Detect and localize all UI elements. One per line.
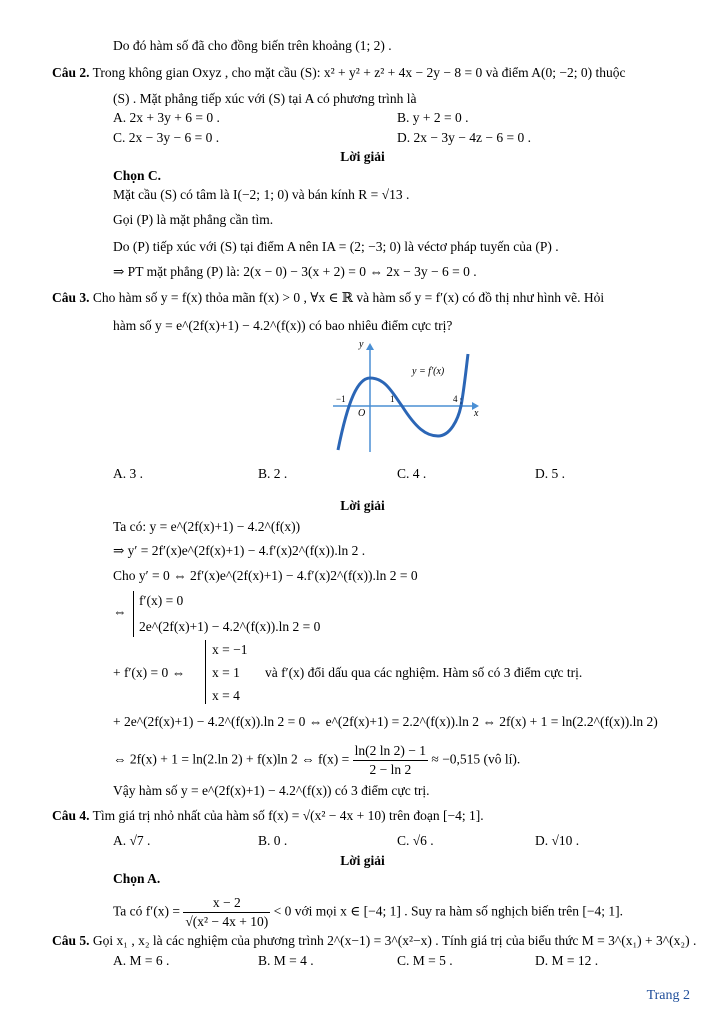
solution-heading: Lời giải bbox=[340, 149, 385, 164]
question-label: Câu 4. bbox=[52, 808, 90, 823]
option-a: A. 3 . bbox=[113, 466, 143, 481]
system-row: x = 1 bbox=[212, 665, 240, 680]
solution-line: ⇒ PT mặt phẳng (P) là: 2(x − 0) − 3(x + 2) = 0 ⇔ 2x − 3y − 6 = 0 . bbox=[113, 264, 477, 279]
solution-heading: Lời giải bbox=[340, 498, 385, 513]
question-text: Cho hàm số y = f(x) thỏa mãn f(x) > 0 , ∀x ∈ ℝ và hàm số y = f′(x) có đồ thị như hình vẽ. Hỏi bbox=[92, 290, 605, 305]
tick-label: 1 bbox=[390, 394, 395, 404]
solution-line: và f′(x) đổi dấu qua các nghiệm. Hàm số có 3 điểm cực trị. bbox=[265, 665, 583, 680]
system-row: x = 4 bbox=[212, 688, 240, 703]
equation-suffix: < 0 với mọi x ∈ [−4; 1] . Suy ra hàm số nghịch biến trên [−4; 1]. bbox=[273, 903, 623, 919]
tick-label: −1 bbox=[336, 394, 346, 404]
question-label: Câu 5. bbox=[52, 933, 90, 948]
question-text-cont: hàm số y = e^(2f(x)+1) − 4.2^(f(x)) có bao nhiêu điểm cực trị? bbox=[113, 318, 453, 333]
system-row: f′(x) = 0 bbox=[139, 593, 184, 608]
question-label: Câu 3. bbox=[52, 290, 90, 305]
option-a: A. √7 . bbox=[113, 833, 151, 848]
fraction bbox=[183, 894, 270, 931]
option-a: A. M = 6 . bbox=[113, 953, 170, 968]
denominator: √(x² − 4x + 10) bbox=[185, 914, 269, 929]
solution-line bbox=[113, 894, 623, 931]
equivalence-symbol: ⇔ bbox=[113, 604, 127, 619]
page-number: Trang 2 bbox=[646, 988, 690, 1003]
option-d: D. 2x − 3y − 4z − 6 = 0 . bbox=[397, 130, 531, 145]
numerator: ln(2 ln 2) − 1 bbox=[353, 742, 428, 761]
question-3 bbox=[52, 289, 604, 307]
equation-suffix: ≈ −0,515 (vô lí). bbox=[431, 751, 521, 767]
option-d: D. √10 . bbox=[535, 833, 580, 848]
derivative-graph bbox=[330, 340, 480, 455]
question-text: Tìm giá trị nhỏ nhất của hàm số f(x) = √(x² − 4x + 10) trên đoạn [−4; 1]. bbox=[92, 808, 484, 823]
question-text: Trong không gian Oxyz , cho mặt cầu (S): x² + y² + z² + 4x − 2y − 8 = 0 và điểm A(0; −2; 0) thuộc bbox=[92, 65, 626, 80]
answer-choice: Chọn C. bbox=[113, 168, 162, 183]
system-row: 2e^(2f(x)+1) − 4.2^(f(x)).ln 2 = 0 bbox=[139, 619, 321, 634]
solution-line: Gọi (P) là mặt phẳng cần tìm. bbox=[113, 212, 274, 227]
text-line: Do đó hàm số đã cho đồng biến trên khoảng (1; 2) . bbox=[113, 38, 392, 53]
option-b: B. 0 . bbox=[258, 833, 288, 848]
question-2 bbox=[52, 64, 626, 82]
option-c: C. M = 5 . bbox=[397, 953, 453, 968]
system-row: x = −1 bbox=[212, 642, 248, 657]
option-b: B. M = 4 . bbox=[258, 953, 314, 968]
solution-line: Cho y′ = 0 ⇔ 2f′(x)e^(2f(x)+1) − 4.f′(x)2^(f(x)).ln 2 = 0 bbox=[113, 568, 418, 583]
fraction bbox=[353, 742, 428, 779]
option-a: A. 2x + 3y + 6 = 0 . bbox=[113, 110, 220, 125]
y-axis-label: y bbox=[359, 340, 364, 350]
answer-choice: Chọn A. bbox=[113, 871, 161, 886]
question-text-cont: (S) . Mặt phẳng tiếp xúc với (S) tại A có phương trình là bbox=[113, 91, 417, 106]
tick-label: 4 bbox=[453, 394, 458, 404]
origin-label: O bbox=[358, 408, 366, 419]
x-axis-label: x bbox=[474, 408, 479, 419]
system-bracket bbox=[133, 591, 134, 637]
question-5 bbox=[52, 932, 696, 950]
equation-prefix: ⇔ 2f(x) + 1 = ln(2.ln 2) + f(x)ln 2 ⇔ f(x) = bbox=[113, 751, 350, 767]
question-text: Gọi x₁ , x₂ là các nghiệm của phương trình 2^(x−1) = 3^(x²−x) . Tính giá trị của biểu thức M = 3^(x₁) + 3^(x₂) . bbox=[92, 933, 697, 948]
system-brace bbox=[205, 640, 206, 704]
option-c: C. 4 . bbox=[397, 466, 427, 481]
option-d: D. M = 12 . bbox=[535, 953, 599, 968]
solution-heading: Lời giải bbox=[340, 853, 385, 868]
function-label: y = f′(x) bbox=[412, 366, 445, 377]
solution-line: + 2e^(2f(x)+1) − 4.2^(f(x)).ln 2 = 0 ⇔ e^(2f(x)+1) = 2.2^(f(x)).ln 2 ⇔ 2f(x) + 1 = ln(2.2^(f(x)).ln 2) bbox=[113, 714, 658, 729]
solution-line: + f′(x) = 0 ⇔ bbox=[113, 665, 186, 680]
question-4 bbox=[52, 807, 484, 825]
solution-line: ⇒ y′ = 2f′(x)e^(2f(x)+1) − 4.f′(x)2^(f(x)).ln 2 . bbox=[113, 543, 366, 558]
denominator: 2 − ln 2 bbox=[369, 762, 412, 777]
question-label: Câu 2. bbox=[52, 65, 90, 80]
option-c: C. √6 . bbox=[397, 833, 434, 848]
solution-line: Mặt cầu (S) có tâm là I(−2; 1; 0) và bán kính R = √13 . bbox=[113, 187, 410, 202]
solution-line bbox=[113, 742, 520, 779]
numerator: x − 2 bbox=[183, 894, 270, 913]
equation-prefix: Ta có f′(x) = bbox=[113, 903, 180, 919]
solution-line: Ta có: y = e^(2f(x)+1) − 4.2^(f(x)) bbox=[113, 519, 301, 534]
solution-line: Vậy hàm số y = e^(2f(x)+1) − 4.2^(f(x)) có 3 điểm cực trị. bbox=[113, 783, 430, 798]
option-b: B. y + 2 = 0 . bbox=[397, 110, 469, 125]
option-b: B. 2 . bbox=[258, 466, 288, 481]
option-d: D. 5 . bbox=[535, 466, 565, 481]
option-c: C. 2x − 3y − 6 = 0 . bbox=[113, 130, 220, 145]
solution-line: Do (P) tiếp xúc với (S) tại điểm A nên IA = (2; −3; 0) là véctơ pháp tuyến của (P) . bbox=[113, 239, 559, 254]
